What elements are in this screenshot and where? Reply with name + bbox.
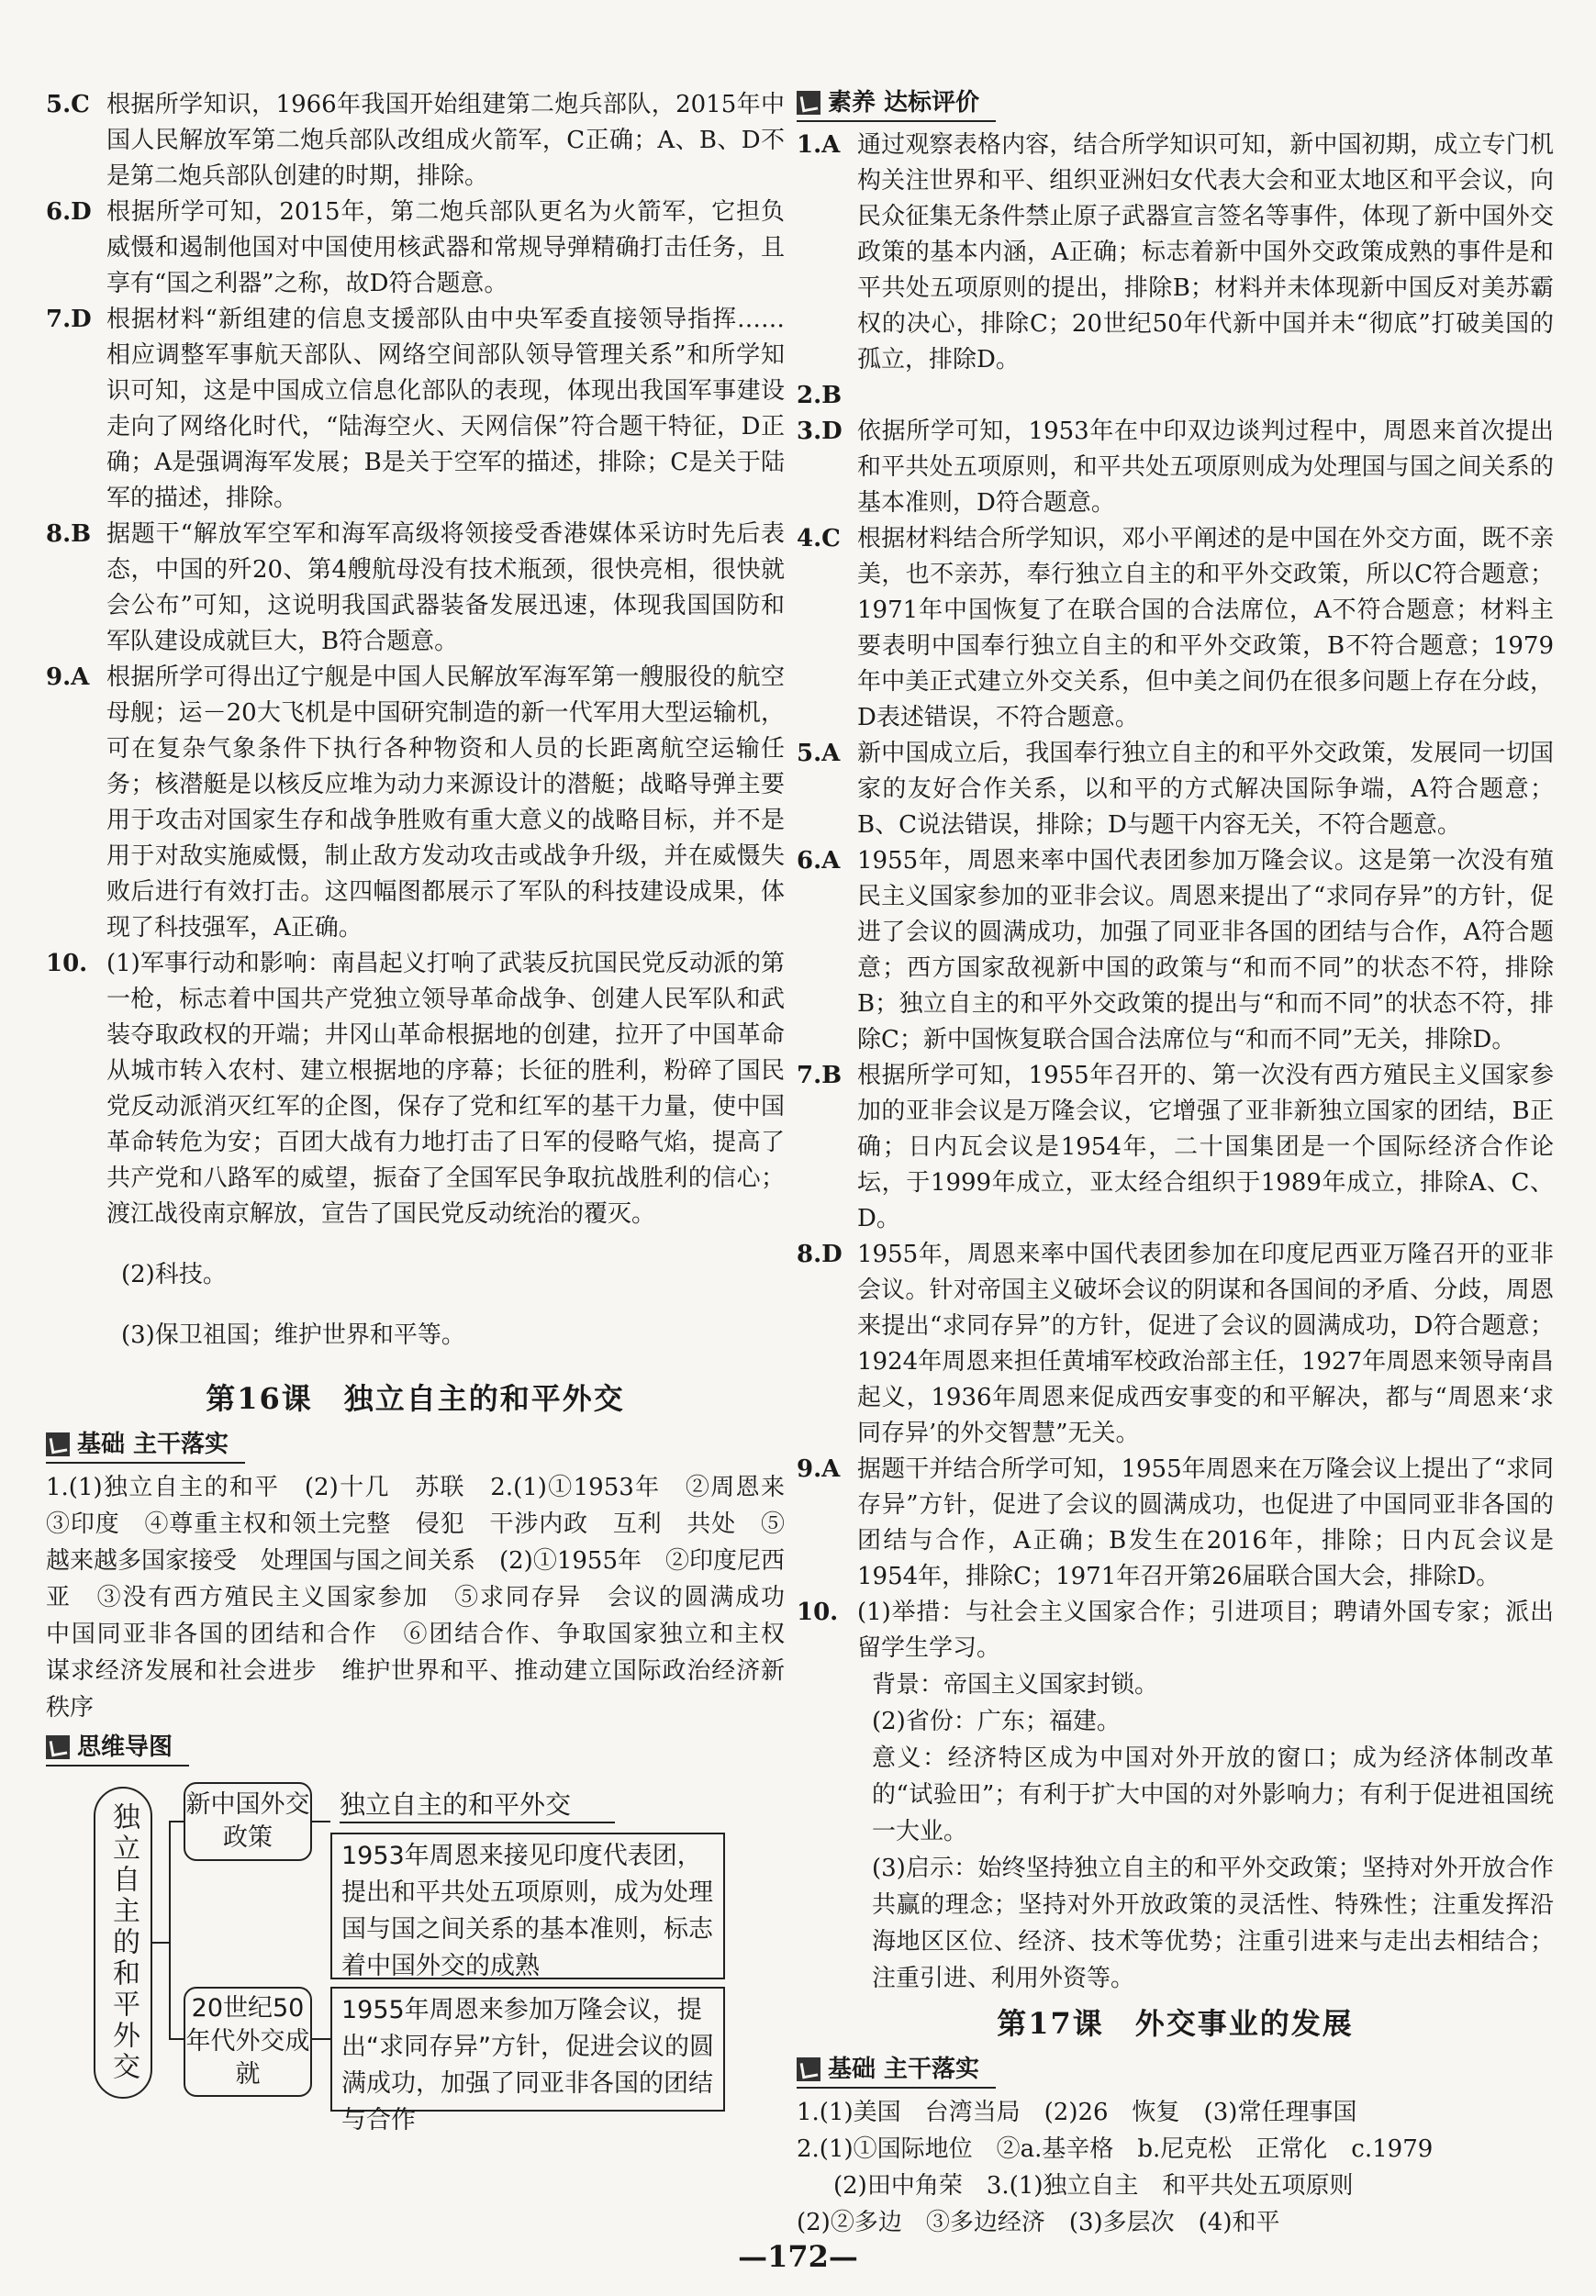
right-answer-item — [797, 1452, 1554, 1595]
right-answer-item — [797, 736, 1554, 843]
basic-17-line-3: (2)田中角荣 3.(1)独立自主 和平共处五项原则 — [833, 2172, 1354, 2200]
mind-map-node-achievements: 20世纪50年代外交成就 — [184, 1987, 312, 2097]
checkmark-icon — [797, 91, 820, 115]
answer-explanation: 根据材料结合所学知识，邓小平阐述的是中国在外交方面，既不亲美，也不亲苏，奉行独立自主的和平外交政策，所以C符合题意；1971年中国恢复了在联合国的合法席位，A不符合题意；材料主要表明中国奉行独立自主的和平外交政策，B不符合题意；1979年中美正式建立外交关系，但中美之间仍在很多问题上存在分歧，D表述错误，不符合题意。 — [857, 525, 1554, 731]
left-answer-list — [46, 87, 785, 1232]
answer-number: 5.C — [46, 91, 90, 118]
answer-number: 10. — [46, 950, 88, 977]
answer-number: 6.D — [46, 198, 92, 226]
section-mindmap — [46, 1730, 189, 1767]
answer-number: 6.A — [797, 847, 841, 875]
checkmark-icon — [797, 2057, 820, 2081]
answer-10-part3: (3)保卫祖国；维护世界和平等。 — [121, 1321, 465, 1349]
lesson-16-title: 第16课 独立自主的和平外交 — [206, 1381, 625, 1416]
left-answer-item — [46, 517, 785, 660]
answer-explanation: 1955年，周恩来率中国代表团参加在印度尼西亚万隆召开的亚非会议。针对帝国主义破坏会议的阴谋和各国间的矛盾、分歧，周恩来提出“求同存异”的方针，促进了会议的圆满成功，D符合题意；1924年周恩来担任黄埔军校政治部主任，1927年周恩来领导南昌起义，1936年周恩来促成西安事变的和平解决，都与“周恩来‘求同存异’的外交智慧”无关。 — [857, 1241, 1554, 1447]
answer-explanation: 根据材料“新组建的信息支援部队由中央军委直接领导指挥……相应调整军事航天部队、网络空间部队领导管理关系”和所学知识可知，这是中国成立信息化部队的表现，体现出我国军事建设走向了网络化时代，“陆海空火、天网信保”符合题干特征，D正确；A是强调海军发展；B是关于空军的描述，排除；C是关于陆军的描述，排除。 — [106, 306, 785, 512]
answer-explanation: 根据所学可知，2015年，第二炮兵部队更名为火箭军，它担负威慑和遏制他国对中国使用核武器和常规导弹精确打击任务，且享有“国之利器”之称，故D符合题意。 — [106, 198, 785, 297]
answer-explanation: 根据所学知识，1966年我国开始组建第二炮兵部队，2015年中国人民解放军第二炮兵部队改组成火箭军，C正确；A、B、D不是第二炮兵部队创建的时期，排除。 — [106, 91, 785, 190]
answer-explanation: 通过观察表格内容，结合所学知识可知，新中国初期，成立专门机构关注世界和平、组织亚洲妇女代表大会和亚太地区和平会议，向民众征集无条件禁止原子武器宣言签名等事件，体现了新中国外交政策的基本内涵，A正确；标志着新中国外交政策成熟的事件是和平共处五项原则的提出，排除B；材料并未体现新中国反对美苏霸权的决心，排除C；20世纪50年代新中国并未“彻底”打破美国的孤立，排除D。 — [857, 131, 1554, 373]
page-number: —172— — [738, 2239, 858, 2274]
basic-17-line-4: (2)②多边 ③多边经济 (3)多层次 (4)和平 — [797, 2209, 1280, 2236]
right-answer-item — [797, 1595, 1554, 1666]
answer-explanation: 依据所学可知，1953年在中印双边谈判过程中，周恩来首次提出和平共处五项原则，和平共处五项原则成为处理国与国之间关系的基本准则，D符合题意。 — [857, 418, 1554, 517]
mind-map-node-policy-detail: 1953年周恩来接见印度代表团，提出和平共处五项原则，成为处理国与国之间关系的基本准则，标志着中国外交的成熟 — [330, 1833, 725, 1979]
right-answer-item — [797, 378, 1554, 414]
right-column — [797, 87, 1554, 2241]
right-answer-item — [797, 843, 1554, 1058]
answer-number: 3.D — [797, 418, 843, 445]
answer-10-part2: (2)科技。 — [121, 1261, 227, 1288]
answer-explanation: (1)举措：与社会主义国家合作；引进项目；聘请外国专家；派出留学生学习。 — [857, 1599, 1554, 1662]
answer-10-provinces: (2)省份：广东；福建。 — [872, 1708, 1121, 1735]
answer-number: 7.B — [797, 1062, 843, 1089]
answer-number: 7.D — [46, 306, 92, 333]
basic-17-line-2: 2.(1)①国际地位 ②a.基辛格 b.尼克松 正常化 c.1979 — [797, 2135, 1434, 2163]
basic-17-line-1: 1.(1)美国 台湾当局 (2)26 恢复 (3)常任理事国 — [797, 2099, 1357, 2126]
answer-explanation: 新中国成立后，我国奉行独立自主的和平外交政策，发展同一切国家的友好合作关系，以和平的方式解决国际争端，A符合题意；B、C说法错误，排除；D与题干内容无关，不符合题意。 — [857, 740, 1554, 839]
section-basic-17 — [797, 2052, 996, 2089]
right-answer-list — [797, 128, 1554, 1666]
answer-number: 5.A — [797, 740, 841, 767]
left-answer-item — [46, 195, 785, 302]
answer-number: 2.B — [797, 382, 843, 409]
answer-number: 9.A — [46, 663, 90, 691]
answer-number: 8.B — [46, 520, 92, 548]
answer-explanation: 根据所学可知，1955年召开的、第一次没有西方殖民主义国家参加的亚非会议是万隆会议，它增强了亚非新独立国家的团结，B正确；日内瓦会议是1954年，二十国集团是一个国际经济合作论坛，于1999年成立，亚太经合组织于1989年成立，排除A、C、D。 — [857, 1062, 1554, 1232]
answer-number: 9.A — [797, 1455, 841, 1483]
mind-map-node-policy: 新中国外交政策 — [184, 1782, 312, 1861]
section-evaluation-label: 素养 达标评价 — [828, 89, 980, 117]
checkmark-icon — [46, 1432, 70, 1456]
mind-map-node-policy-text: 独立自主的和平外交 — [340, 1789, 615, 1823]
left-answer-item — [46, 946, 785, 1232]
answer-explanation: 根据所学可得出辽宁舰是中国人民解放军海军第一艘服役的航空母舰；运－20大飞机是中国研究制造的新一代军用大型运输机，可在复杂气象条件下执行各种物资和人员的长距离航空运输任务；核潜艇是以核反应堆为动力来源设计的潜艇；战略导弹主要用于攻击对国家生存和战争胜败有重大意义的战略目标，并不是用于对敌实施威慑，制止敌方发动攻击或战争升级，并在威慑失败后进行有效打击。这四幅图都展示了军队的科技建设成果，体现了科技强军，A正确。 — [106, 663, 785, 942]
section-mindmap-label: 思维导图 — [77, 1733, 173, 1761]
answer-10-inspiration: (3)启示：始终坚持独立自主的和平外交政策；坚持对外开放合作共赢的理念；坚持对外开放政策的灵活性、特殊性；注重发挥沿海地区区位、经济、技术等优势；注重引进来与走出去相结合；注重引进、利用外资等。 — [872, 1855, 1554, 1992]
answer-explanation — [857, 378, 1554, 414]
answer-number: 4.C — [797, 525, 841, 552]
right-answer-item — [797, 414, 1554, 521]
answer-number: 10. — [797, 1599, 839, 1626]
section-evaluation — [797, 85, 996, 122]
checkmark-icon — [46, 1735, 70, 1759]
answer-explanation: 据题干“解放军空军和海军高级将领接受香港媒体采访时先后表态，中国的歼20、第4艘航母没有技术瓶颈，很快亮相，很快就会公布”可知，这说明我国武器装备发展迅速，体现我国国防和军队建设成就巨大，B符合题意。 — [106, 520, 785, 655]
lesson-17-title: 第17课 外交事业的发展 — [997, 2006, 1354, 2041]
answer-10-significance: 意义：经济特区成为中国对外开放的窗口；成为经济体制改革的“试验田”；有利于扩大中国的对外影响力；有利于促进祖国统一大业。 — [872, 1744, 1554, 1845]
answer-number: 1.A — [797, 131, 841, 159]
left-answer-item — [46, 660, 785, 946]
right-answer-item — [797, 1058, 1554, 1237]
basic-16-answers: 1.(1)独立自主的和平 (2)十几 苏联 2.(1)①1953年 ②周恩来 ③印度 ④尊重主权和领土完整 侵犯 干涉内政 互利 共处 ⑤越来越多国家接受 处理国与国之间关系 (2)①1955年 ②印度尼西亚 ③没有西方殖民主义国家参加 ⑤求同存异 会议的圆满成功 中国同亚非各国的团结和合作 ⑥团结合作、争取国家独立和主权 谋求经济发展和社会进步 维护世界和平、推动建立国际政治经济新秩序 — [46, 1474, 809, 1722]
left-answer-item — [46, 87, 785, 195]
answer-number: 8.D — [797, 1241, 843, 1268]
left-answer-item — [46, 302, 785, 517]
answer-10-background: 背景：帝国主义国家封锁。 — [872, 1671, 1159, 1699]
mind-map — [46, 1778, 785, 2134]
section-basic-16-label: 基础 主干落实 — [77, 1431, 229, 1458]
mind-map-node-achievements-detail: 1955年周恩来参加万隆会议，提出“求同存异”方针，促进会议的圆满成功，加强了同亚非各国的团结与合作 — [330, 1987, 725, 2112]
right-answer-item — [797, 128, 1554, 378]
mind-map-root: 独立自主的和平外交 — [94, 1787, 152, 2099]
left-column — [46, 87, 809, 2134]
answer-explanation: (1)军事行动和影响：南昌起义打响了武装反抗国民党反动派的第一枪，标志着中国共产党独立领导革命战争、创建人民军队和武装夺取政权的开端；井冈山革命根据地的创建，拉开了中国革命从城市转入农村、建立根据地的序幕；长征的胜利，粉碎了国民党反动派消灭红军的企图，保存了党和红军的基干力量，使中国革命转危为安；百团大战有力地打击了日军的侵略气焰，提高了共产党和八路军的威望，振奋了全国军民争取抗战胜利的信心；渡江战役南京解放，宣告了国民党反动统治的覆灭。 — [106, 950, 785, 1228]
section-basic-16 — [46, 1427, 245, 1464]
answer-explanation: 1955年，周恩来率中国代表团参加万隆会议。这是第一次没有殖民主义国家参加的亚非会议。周恩来提出了“求同存异”的方针，促进了会议的圆满成功，加强了同亚非各国的团结与合作，A符合题意；西方国家敌视新中国的政策与“和而不同”的状态不符，排除B；独立自主的和平外交政策的提出与“和而不同”的状态不符，排除C；新中国恢复联合国合法席位与“和而不同”无关，排除D。 — [857, 847, 1554, 1053]
right-answer-item — [797, 1237, 1554, 1452]
section-basic-17-label: 基础 主干落实 — [828, 2056, 980, 2083]
answer-explanation: 据题干并结合所学可知，1955年周恩来在万隆会议上提出了“求同存异”方针，促进了会议的圆满成功，也促进了中国同亚非各国的团结与合作，A正确；B发生在2016年，排除；日内瓦会议是1954年，排除C；1971年召开第26届联合国大会，排除D。 — [857, 1455, 1554, 1590]
right-answer-item — [797, 521, 1554, 736]
